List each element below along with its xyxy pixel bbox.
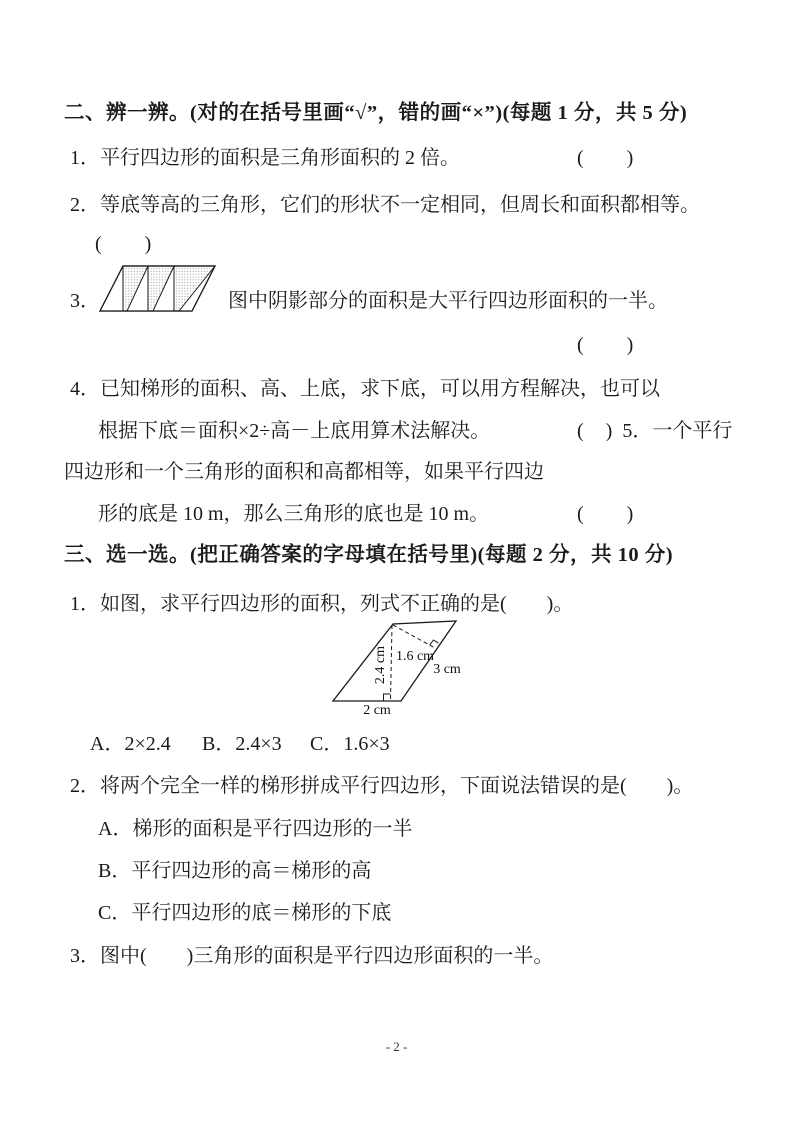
q2-5-lead: 5．一个平行 [622, 420, 733, 442]
q2-1-answer-bracket: ( ) [577, 147, 635, 169]
q2-3-answer-bracket: ( ) [577, 334, 635, 356]
dashed-height-1-6 [393, 625, 435, 648]
page-number: - 2 - [385, 1039, 408, 1054]
label-side: 3 cm [433, 662, 461, 677]
right-angle-mark-bottom [384, 694, 391, 701]
q2-4-bracket-and-q5-lead [577, 419, 732, 443]
q2-3-text: 图中阴影部分的面积是大平行四边形面积的一半。 [228, 290, 668, 312]
q3-2-option-c: C．平行四边形的底＝梯形的下底 [98, 902, 392, 924]
q3-3-text: 3．图中( )三角形的面积是平行四边形面积的一半。 [70, 945, 554, 967]
dashed-height-2-4 [391, 625, 393, 701]
q2-3-number: 3． [70, 290, 100, 312]
q3-1-option-c: C．1.6×3 [310, 733, 390, 755]
q2-1-text: 1．平行四边形的面积是三角形面积的 2 倍。 [70, 147, 460, 169]
q2-5-text-line2: 形的底是 10 m，那么三角形的底也是 10 m。 [98, 503, 490, 525]
q2-2-answer-bracket: ( ) [95, 233, 153, 255]
shaded-parallelogram-svg [97, 262, 219, 314]
q3-2-text: 2．将两个完全一样的梯形拼成平行四边形，下面说法错误的是( )。 [70, 775, 694, 797]
q2-5-answer-bracket: ( ) [577, 503, 635, 525]
q2-4-answer-bracket: ( ) [577, 420, 614, 442]
section-two-header: 二、辨一辨。(对的在括号里画“√”，错的画“×”)(每题 1 分，共 5 分) [64, 102, 688, 124]
q2-2-text: 2．等底等高的三角形，它们的形状不一定相同，但周长和面积都相等。 [70, 194, 700, 216]
q2-4-text-line1: 4．已知梯形的面积、高、上底，求下底，可以用方程解决，也可以 [70, 378, 660, 400]
label-height-vertical: 2.4 cm [373, 645, 388, 685]
q3-1-option-b: B．2.4×3 [202, 733, 282, 755]
parallelogram-outline [333, 621, 456, 701]
q2-4-text-line2: 根据下底＝面积×2÷高－上底用算术法解决。 [98, 420, 491, 442]
label-base: 2 cm [363, 703, 391, 718]
label-height-to-side: 1.6 cm [395, 649, 435, 664]
q2-5-text-line1: 四边形和一个三角形的面积和高都相等，如果平行四边 [64, 461, 544, 483]
section-three-header: 三、选一选。(把正确答案的字母填在括号里)(每题 2 分，共 10 分) [64, 544, 674, 566]
shaded-parallelogram-figure [97, 262, 219, 319]
q3-2-option-a: A．梯形的面积是平行四边形的一半 [98, 818, 413, 840]
parallelogram-dimensions-svg [325, 615, 475, 725]
q3-2-option-b: B．平行四边形的高＝梯形的高 [98, 860, 372, 882]
q3-1-option-a: A．2×2.4 [90, 733, 171, 755]
parallelogram-dimensions-figure [325, 615, 475, 730]
q3-1-text: 1．如图，求平行四边形的面积，列式不正确的是( )。 [70, 593, 574, 615]
right-angle-mark-side [430, 640, 439, 645]
